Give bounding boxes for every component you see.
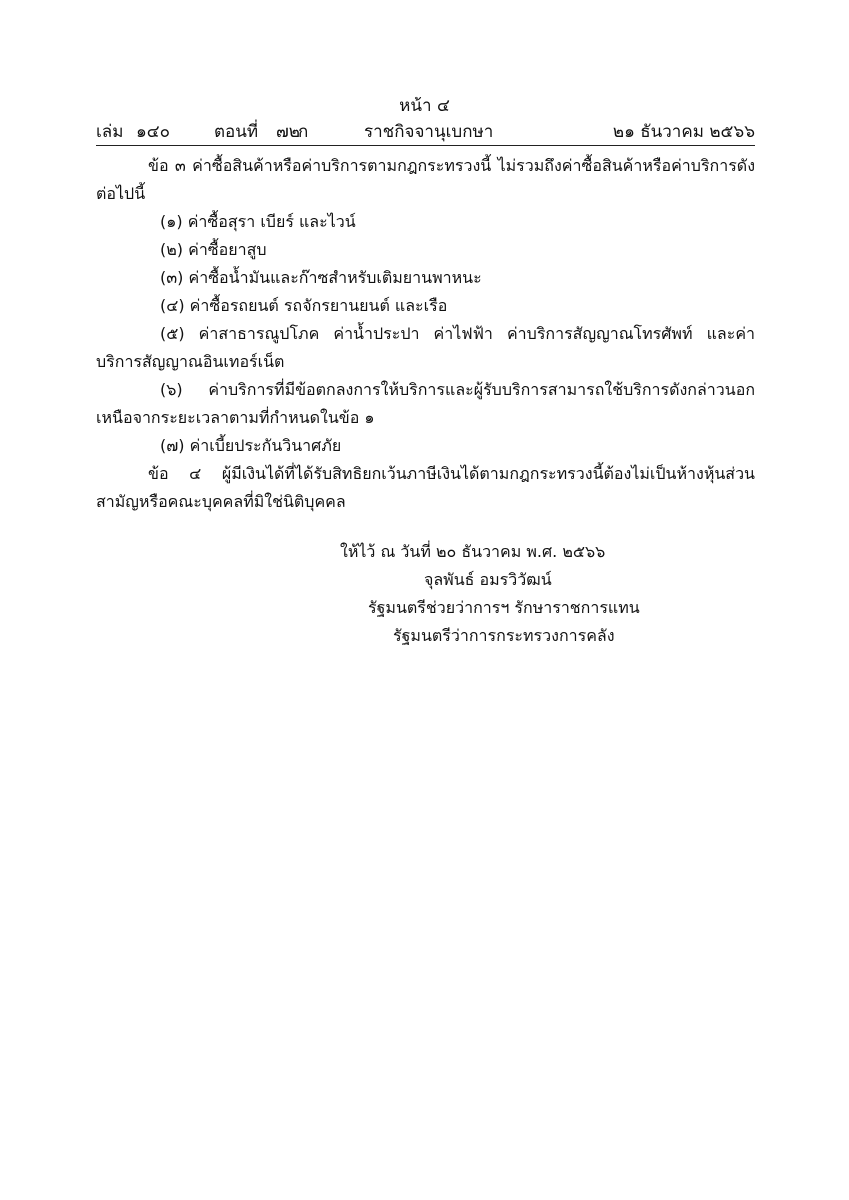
- gazette-title: ราชกิจจานุเบกษา: [364, 122, 494, 142]
- clause-4: ข้อ ๔ ผู้มีเงินได้ที่ได้รับสิทธิยกเว้นภาษีเงินได้ตามกฎกระทรวงนี้ต้องไม่เป็นห้างหุ้นส่วนสามัญหรือคณะบุคคลที่มิใช่นิติบุคคล: [96, 464, 755, 511]
- signatory-title-2: รัฐมนตรีว่าการกระทรวงการคลัง: [393, 626, 615, 645]
- clause-3-intro: ข้อ ๓ ค่าซื้อสินค้าหรือค่าบริการตามกฎกระทรวงนี้ ไม่รวมถึงค่าซื้อสินค้าหรือค่าบริการดังต่อไปนี้: [96, 156, 755, 203]
- section-letter: ก: [298, 122, 309, 142]
- clause-3-item-4: (๔) ค่าซื้อรถยนต์ รถจักรยานยนต์ และเรือ: [160, 296, 448, 315]
- clause-3-item-3: (๓) ค่าซื้อน้ำมันและก๊าซสำหรับเติมยานพาหนะ: [160, 268, 482, 287]
- gazette-header: [96, 118, 755, 142]
- clause-3-item-6: (๖) ค่าบริการที่มีข้อตกลงการให้บริการและผู้รับบริการสามารถใช้บริการดังกล่าวนอกเหนือจากระยะเวลาตามที่กำหนดในข้อ ๑: [96, 380, 755, 427]
- clause-3-item-5: (๕) ค่าสาธารณูปโภค ค่าน้ำประปา ค่าไฟฟ้า ค่าบริการสัญญาณโทรศัพท์ และค่าบริการสัญญาณอินเทอร์เน็ต: [96, 324, 755, 371]
- publication-date: ๒๑ ธันวาคม ๒๕๖๖: [612, 122, 755, 142]
- volume-number: ๑๔๐: [136, 122, 171, 142]
- clause-3-item-2: (๒) ค่าซื้อยาสูบ: [160, 240, 267, 259]
- page-number: หน้า ๔: [399, 96, 450, 116]
- header-divider: [96, 145, 755, 146]
- signature-block: [300, 538, 660, 650]
- volume-label: เล่ม: [96, 122, 124, 142]
- signatory-title-1: รัฐมนตรีช่วยว่าการฯ รักษาราชการแทน: [368, 598, 640, 617]
- signatory-name: จุลพันธ์ อมรวิวัฒน์: [424, 570, 552, 589]
- clause-3-item-7: (๗) ค่าเบี้ยประกันวินาศภัย: [160, 436, 342, 455]
- given-on-date: ให้ไว้ ณ วันที่ ๒๐ ธันวาคม พ.ศ. ๒๕๖๖: [340, 542, 606, 561]
- issue-number: ๗๒: [276, 122, 300, 142]
- issue-label: ตอนที่: [214, 122, 259, 142]
- document-body: [96, 152, 755, 516]
- clause-3-item-1: (๑) ค่าซื้อสุรา เบียร์ และไวน์: [160, 212, 356, 231]
